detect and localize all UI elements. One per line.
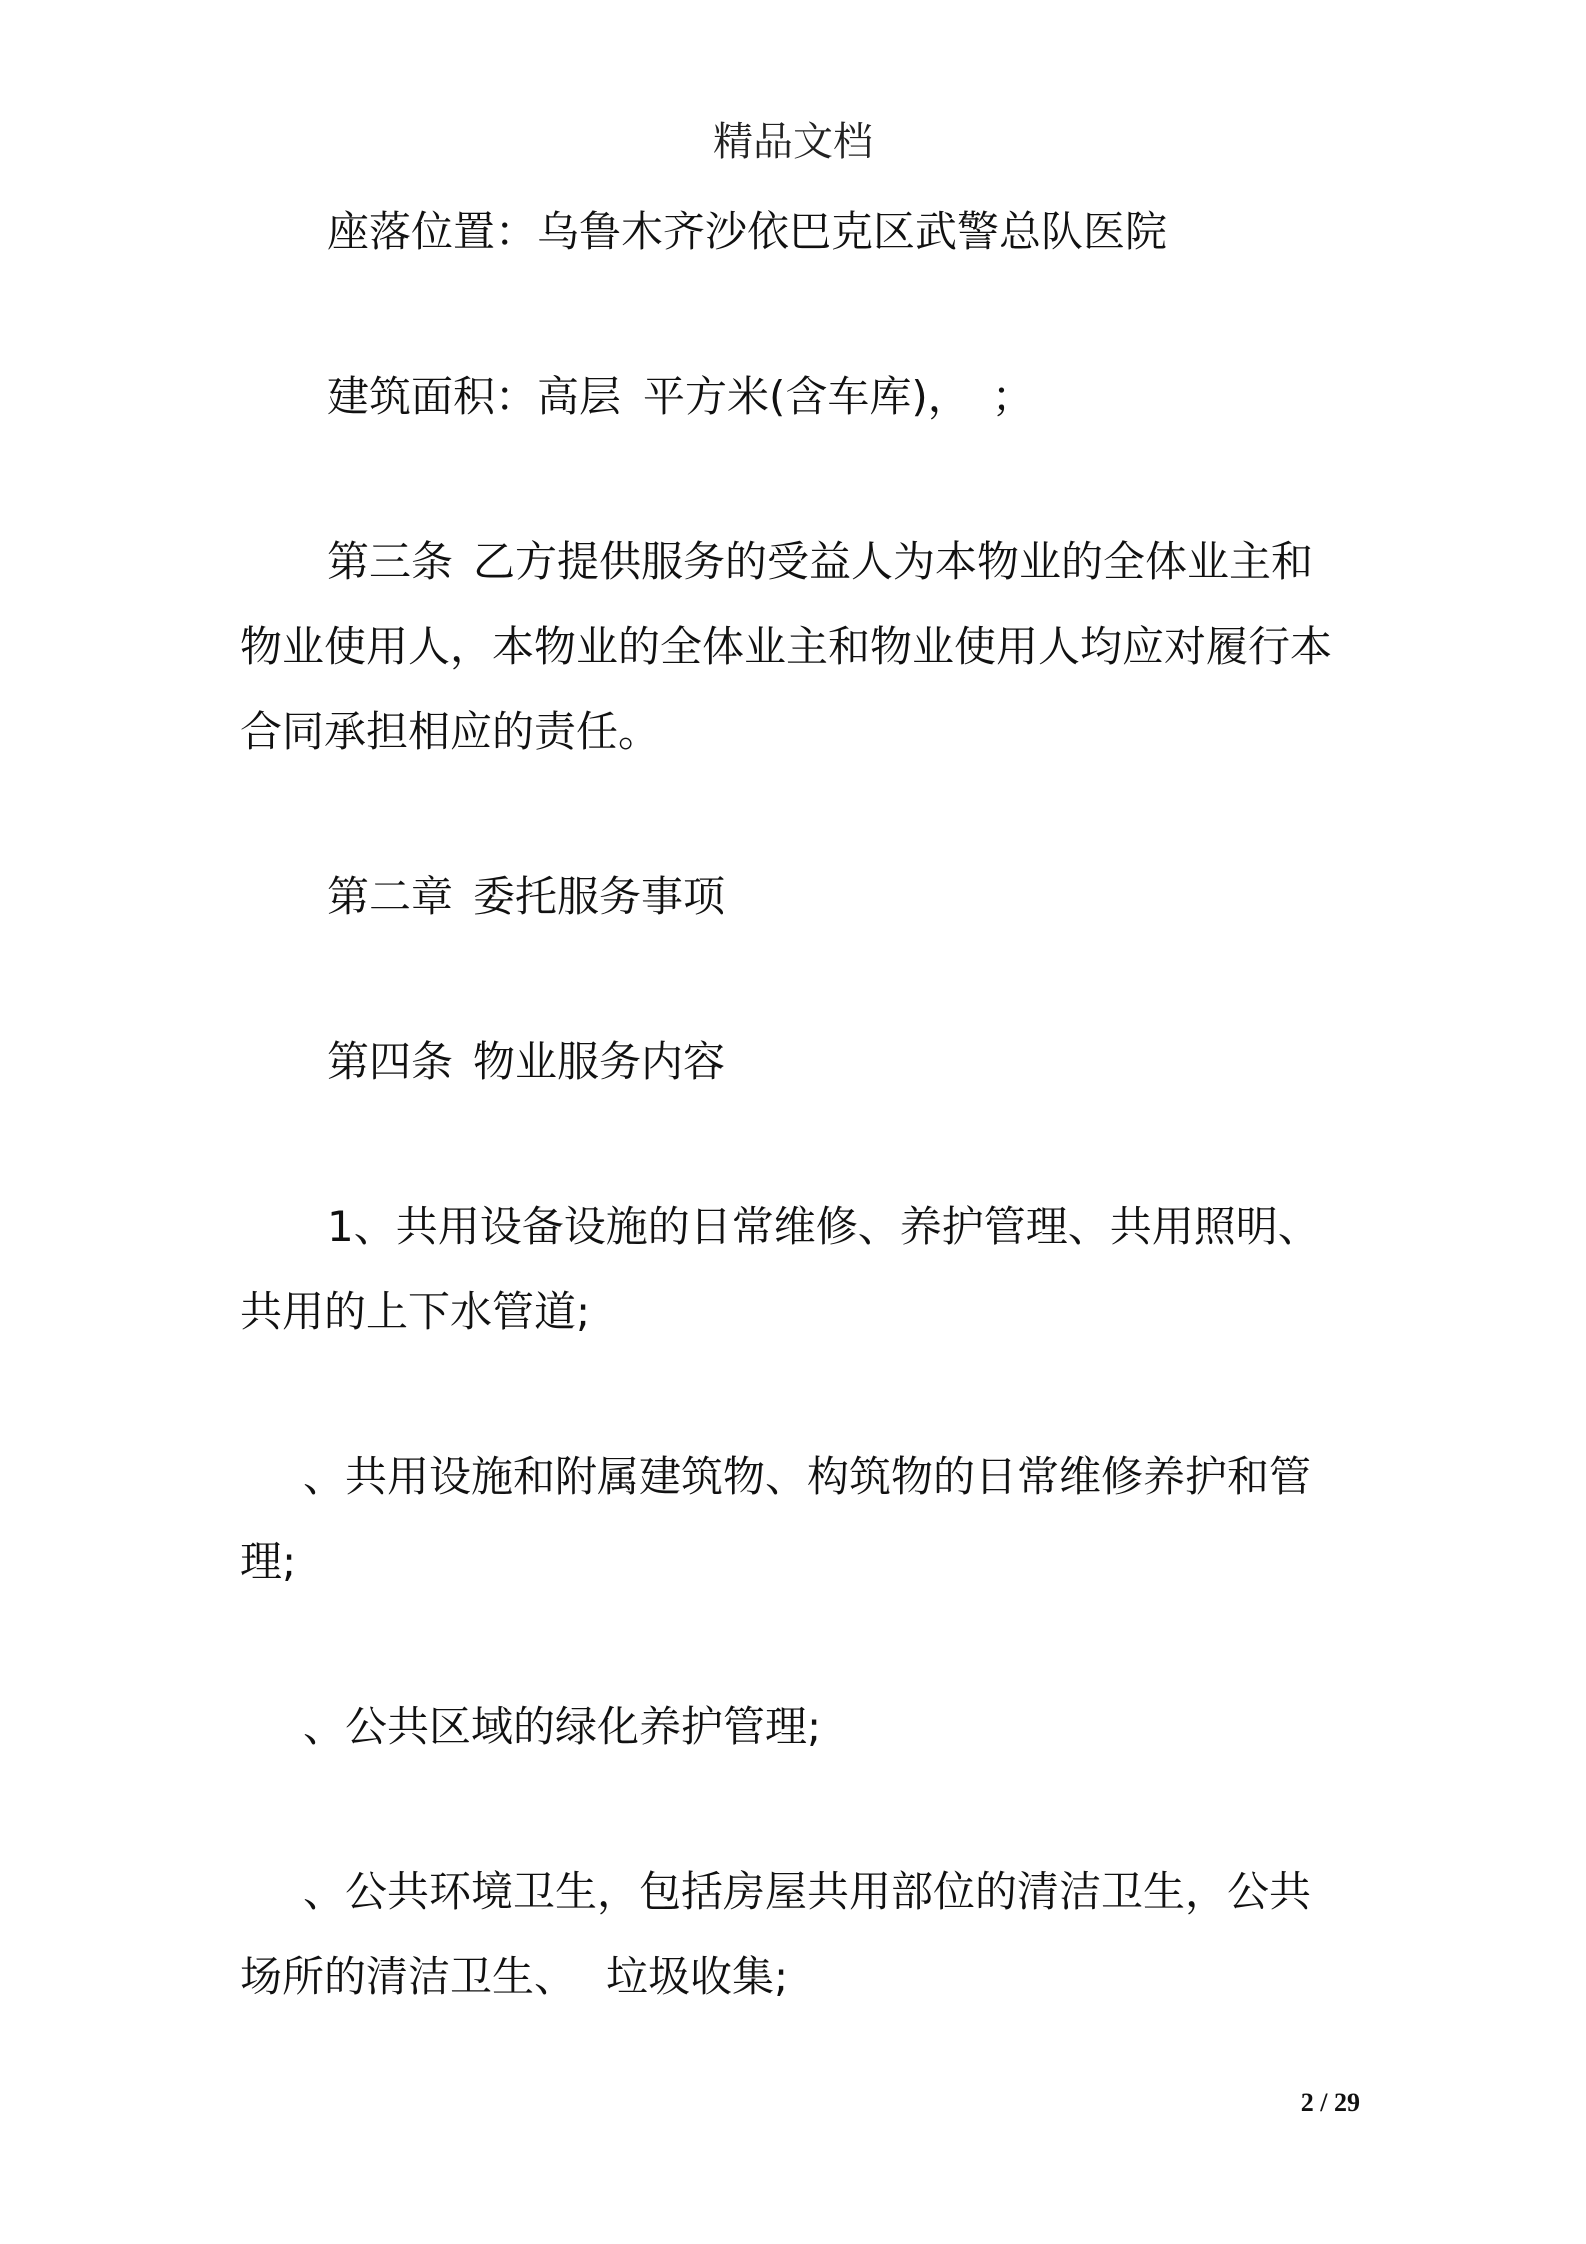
item2-line1: 、共用设施和附属建筑物、构筑物的日常维修养护和管 [303, 1452, 1312, 1501]
item3-line1: 、公共区域的绿化养护管理; [303, 1702, 822, 1751]
item4-line2-part1: 场所的清洁卫生、 [240, 1952, 577, 2001]
item1-line2: 共用的上下水管道; [240, 1287, 591, 1336]
article4-title: 物业服务内容 [473, 1037, 726, 1086]
article3-text-1: 乙方提供服务的受益人为本物业的全体业主和 [473, 537, 1314, 586]
area-label: 建筑面积：高层 [327, 372, 622, 421]
article3-heading: 第三条 [327, 537, 454, 586]
chapter2-line [327, 867, 1447, 927]
article4-heading: 第四条 [327, 1037, 454, 1086]
item4-line1: 、公共环境卫生，包括房屋共用部位的清洁卫生，公共 [303, 1867, 1312, 1916]
area-end: ； [991, 372, 1034, 421]
area-line [327, 367, 1447, 427]
location-line: 座落位置：乌鲁木齐沙依巴克区武警总队医院 [327, 207, 1168, 256]
item4-line2 [240, 1947, 1360, 2007]
chapter2-title: 委托服务事项 [473, 872, 726, 921]
item1-line1: 1、共用设备设施的日常维修、养护管理、共用照明、 [327, 1202, 1320, 1251]
page-number: 2 / 29 [1300, 2088, 1360, 2117]
area-value: 平方米(含车库)， [643, 372, 970, 421]
article3-line1 [327, 532, 1447, 592]
article3-line3: 合同承担相应的责任。 [240, 707, 661, 756]
item4-line2-part2: 垃圾收集; [606, 1952, 789, 2001]
article4-line [327, 1032, 1447, 1092]
page-header: 精品文档 [713, 119, 873, 165]
article3-line2: 物业使用人，本物业的全体业主和物业使用人均应对履行本 [240, 622, 1333, 671]
chapter2-heading: 第二章 [327, 872, 454, 921]
item2-line2: 理; [240, 1537, 297, 1586]
